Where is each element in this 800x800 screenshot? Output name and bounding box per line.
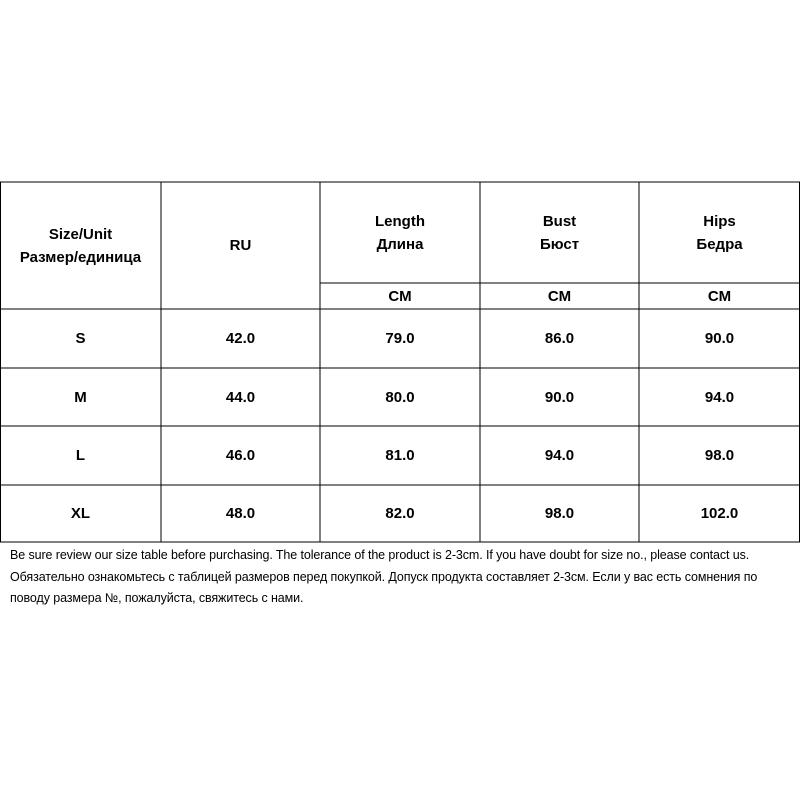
header-hips-ru: Бедра	[696, 235, 743, 253]
table-cell-length: 81.0	[385, 447, 415, 464]
table-cell-ru: 42.0	[225, 330, 256, 347]
table-cell-size: L	[75, 447, 86, 464]
header-ru-label: RU	[229, 237, 252, 254]
table-cell-hips: 94.0	[704, 388, 735, 406]
size-note-ru: Обязательно ознакомьтесь с таблицей размеров перед покупкой. Допуск продукта составляет 2-3см. Если у вас есть сомнения по поводу размера №, пожалуйста, свяжитесь с нами.	[10, 569, 758, 605]
table-cell-ru: 44.0	[225, 388, 256, 406]
unit-length: CM	[388, 287, 412, 305]
table-cell-size: S	[75, 330, 86, 347]
table-cell-hips: 102.0	[700, 505, 739, 522]
unit-hips: CM	[707, 287, 732, 305]
header-bust	[480, 182, 639, 283]
header-size-unit	[0, 182, 161, 309]
table-cell-length: 80.0	[385, 388, 415, 406]
header-size-ru: Размер/единица	[19, 248, 142, 266]
table-cell-hips: 98.0	[704, 447, 735, 464]
table-cell-length: 82.0	[385, 505, 415, 522]
table-cell-size: XL	[70, 505, 91, 522]
size-note	[10, 545, 795, 610]
table-cell-hips: 90.0	[704, 330, 735, 347]
header-bust-en: Bust	[542, 212, 577, 230]
header-hips-en: Hips	[703, 212, 736, 230]
header-length-en: Length	[375, 212, 425, 230]
header-length-ru: Длина	[376, 235, 424, 253]
header-size-en: Size/Unit	[48, 225, 113, 243]
table-cell-bust: 94.0	[544, 447, 575, 464]
table-cell-bust: 86.0	[544, 330, 575, 347]
header-length	[320, 182, 480, 283]
table-cell-ru: 48.0	[225, 505, 256, 522]
size-note-en: Be sure review our size table before purchasing. The tolerance of the product is 2-3cm. If you have doubt for size no., please contact us.	[10, 548, 750, 562]
table-cell-size: M	[74, 388, 87, 406]
unit-bust: CM	[547, 287, 572, 305]
table-cell-ru: 46.0	[225, 447, 256, 464]
table-cell-length: 79.0	[385, 330, 415, 347]
header-hips	[639, 182, 800, 283]
table-cell-bust: 98.0	[544, 505, 575, 522]
header-bust-ru: Бюст	[539, 235, 580, 253]
table-cell-bust: 90.0	[544, 388, 575, 406]
header-ru	[161, 182, 320, 309]
